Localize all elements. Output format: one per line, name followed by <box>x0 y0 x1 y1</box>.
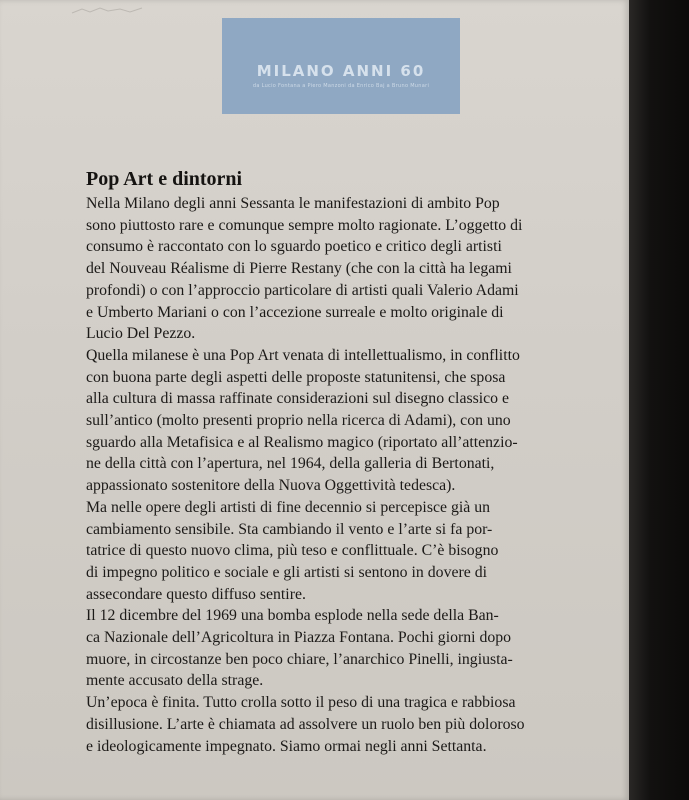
text-line: sull’antico (molto presenti proprio nella ricerca di Adami), con uno <box>86 412 511 430</box>
text-line: Lucio Del Pezzo. <box>86 325 196 343</box>
wall-scratch-mark <box>70 6 150 16</box>
text-line: alla cultura di massa raffinate considerazioni sul disegno classico e <box>86 390 510 408</box>
text-line: consumo è raccontato con lo sguardo poetico e critico degli artisti <box>86 238 502 256</box>
article-body <box>86 168 600 757</box>
text-line: Nella Milano degli anni Sessanta le manifestazioni di ambito Pop <box>86 195 500 212</box>
article-paragraph <box>86 345 600 497</box>
text-line: Ma nelle opere degli artisti di fine decennio si percepisce già un <box>86 498 490 516</box>
article-paragraph <box>86 692 600 757</box>
text-line: e Umberto Mariani o con l’accezione surreale e molto originale di <box>86 303 504 321</box>
text-line: sguardo alla Metafisica e al Realismo magico (riportato all’attenzio- <box>86 433 518 451</box>
dark-wall-edge <box>629 0 689 800</box>
article-paragraph <box>86 605 600 692</box>
text-line: assecondare questo diffuso sentire. <box>86 585 306 603</box>
article-heading: Pop Art e dintorni <box>86 168 243 190</box>
article-paragraphs <box>86 193 600 757</box>
text-line: tatrice di questo nuovo clima, più teso e conflittuale. C’è bisogno <box>86 542 499 560</box>
text-line: con buona parte degli aspetti delle proposte statunitensi, che sposa <box>86 368 506 386</box>
article-paragraph <box>86 193 600 345</box>
text-line: sono piuttosto rare e comunque sempre molto ragionate. L’oggetto di <box>86 216 523 234</box>
text-line: di impegno politico e sociale e gli artisti si sentono in dovere di <box>86 563 487 581</box>
banner-subtitle: da Lucio Fontana a Piero Manzoni da Enrico Baj a Bruno Munari <box>252 83 430 89</box>
text-line: profondi) o con l’approccio particolare di artisti quali Valerio Adami <box>86 281 519 299</box>
exhibition-banner <box>222 18 460 114</box>
article-paragraph <box>86 497 600 606</box>
text-line: muore, in circostanze ben poco chiare, l’anarchico Pinelli, ingiusta- <box>86 650 513 668</box>
text-line: ca Nazionale dell’Agricoltura in Piazza Fontana. Pochi giorni dopo <box>86 629 512 647</box>
text-line: Il 12 dicembre del 1969 una bomba esplode nella sede della Ban- <box>86 607 499 625</box>
text-line: appassionato sostenitore della Nuova Oggettività tedesca). <box>86 477 456 495</box>
text-line: ne della città con l’apertura, nel 1964, della galleria di Bertonati, <box>86 455 495 473</box>
banner-title: MILANO ANNI 60 <box>256 62 426 80</box>
text-line: Un’epoca è finita. Tutto crolla sotto il peso di una tragica e rabbiosa <box>86 694 516 712</box>
text-line: mente accusato della strage. <box>86 672 264 690</box>
text-line: Quella milanese è una Pop Art venata di intellettualismo, in conflitto <box>86 346 520 364</box>
text-line: disillusione. L’arte è chiamata ad assolvere un ruolo ben più doloroso <box>86 715 525 733</box>
text-line: e ideologicamente impegnato. Siamo ormai negli anni Settanta. <box>86 737 487 755</box>
text-line: cambiamento sensibile. Sta cambiando il vento e l’arte si fa por- <box>86 520 493 538</box>
text-line: del Nouveau Réalisme di Pierre Restany (che con la città ha legami <box>86 260 512 278</box>
